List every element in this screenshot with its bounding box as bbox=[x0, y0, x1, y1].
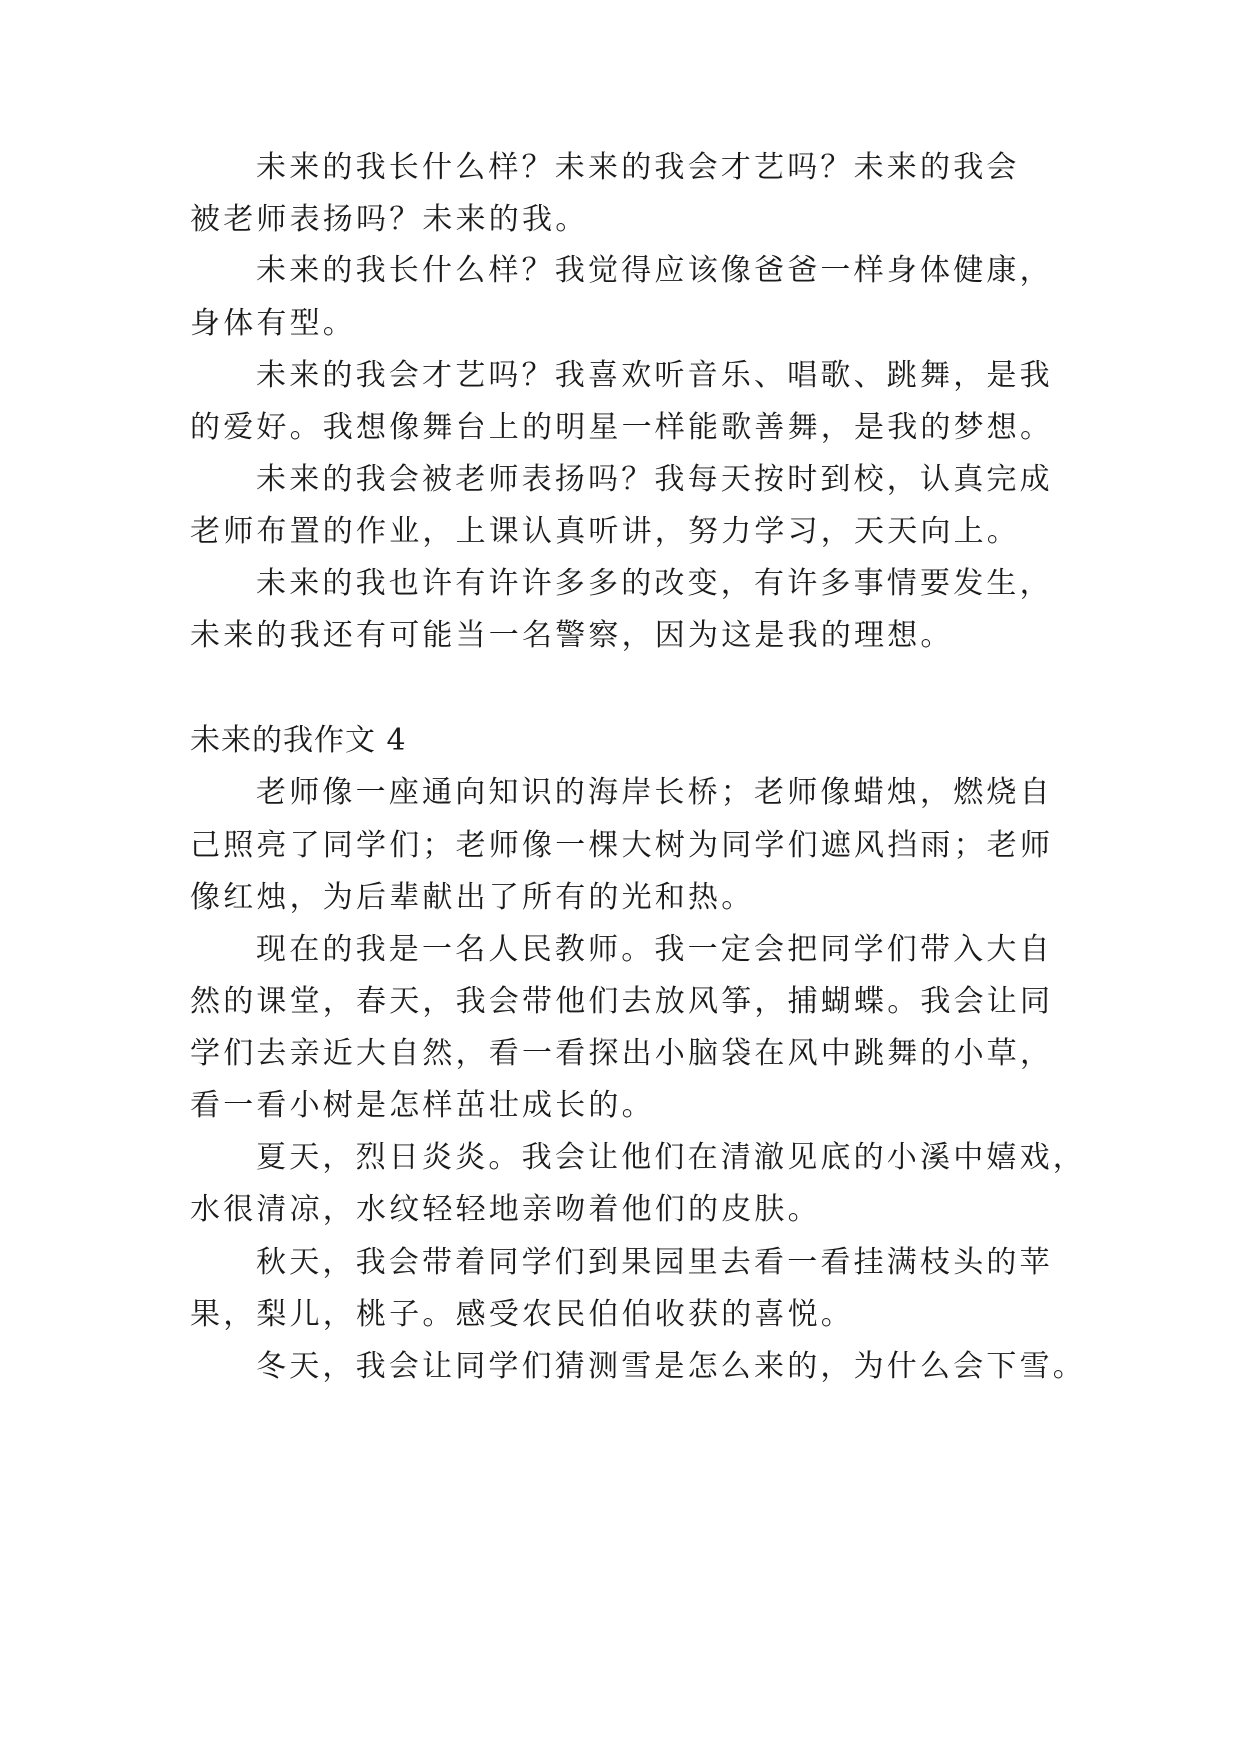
paragraph-line: 未来的我也许有许许多多的改变，有许多事情要发生， bbox=[256, 566, 1053, 601]
paragraph-line: 看一看小树是怎样茁壮成长的。 bbox=[190, 1088, 655, 1123]
paragraph-line: 冬天，我会让同学们猜测雪是怎么来的，为什么会下雪。 bbox=[256, 1349, 1086, 1384]
paragraph-line: 现在的我是一名人民教师。我一定会把同学们带入大自 bbox=[256, 932, 1053, 967]
paragraph-line: 秋天，我会带着同学们到果园里去看一看挂满枝头的苹 bbox=[256, 1245, 1053, 1280]
paragraph-line: 的爱好。我想像舞台上的明星一样能歌善舞，是我的梦想。 bbox=[190, 410, 1054, 445]
paragraph-line: 像红烛，为后辈献出了所有的光和热。 bbox=[190, 880, 755, 915]
paragraph-line: 未来的我会被老师表扬吗？我每天按时到校，认真完成 bbox=[256, 462, 1053, 497]
paragraph-line: 果，梨儿，桃子。感受农民伯伯收获的喜悦。 bbox=[190, 1297, 854, 1332]
section-title: 未来的我作文 4 bbox=[190, 723, 407, 758]
paragraph-line: 被老师表扬吗？未来的我。 bbox=[190, 202, 589, 237]
paragraph-line: 老师布置的作业，上课认真听讲，努力学习，天天向上。 bbox=[190, 514, 1020, 549]
paragraph-line: 学们去亲近大自然，看一看探出小脑袋在风中跳舞的小草， bbox=[190, 1036, 1054, 1071]
paragraph-line: 夏天，烈日炎炎。我会让他们在清澈见底的小溪中嬉戏， bbox=[256, 1140, 1086, 1175]
paragraph-line: 身体有型。 bbox=[190, 306, 356, 341]
paragraph-line: 然的课堂，春天，我会带他们去放风筝，捕蝴蝶。我会让同 bbox=[190, 984, 1054, 1019]
paragraph-line: 未来的我会才艺吗？我喜欢听音乐、唱歌、跳舞，是我 bbox=[256, 358, 1053, 393]
paragraph-line: 未来的我长什么样？我觉得应该像爸爸一样身体健康， bbox=[256, 253, 1053, 288]
paragraph-line: 老师像一座通向知识的海岸长桥；老师像蜡烛，燃烧自 bbox=[256, 775, 1053, 810]
paragraph-line: 未来的我长什么样？未来的我会才艺吗？未来的我会 bbox=[256, 150, 1020, 185]
paragraph-line: 己照亮了同学们；老师像一棵大树为同学们遮风挡雨；老师 bbox=[190, 828, 1054, 863]
paragraph-line: 未来的我还有可能当一名警察，因为这是我的理想。 bbox=[190, 618, 954, 653]
paragraph-line: 水很清凉，水纹轻轻地亲吻着他们的皮肤。 bbox=[190, 1192, 821, 1227]
